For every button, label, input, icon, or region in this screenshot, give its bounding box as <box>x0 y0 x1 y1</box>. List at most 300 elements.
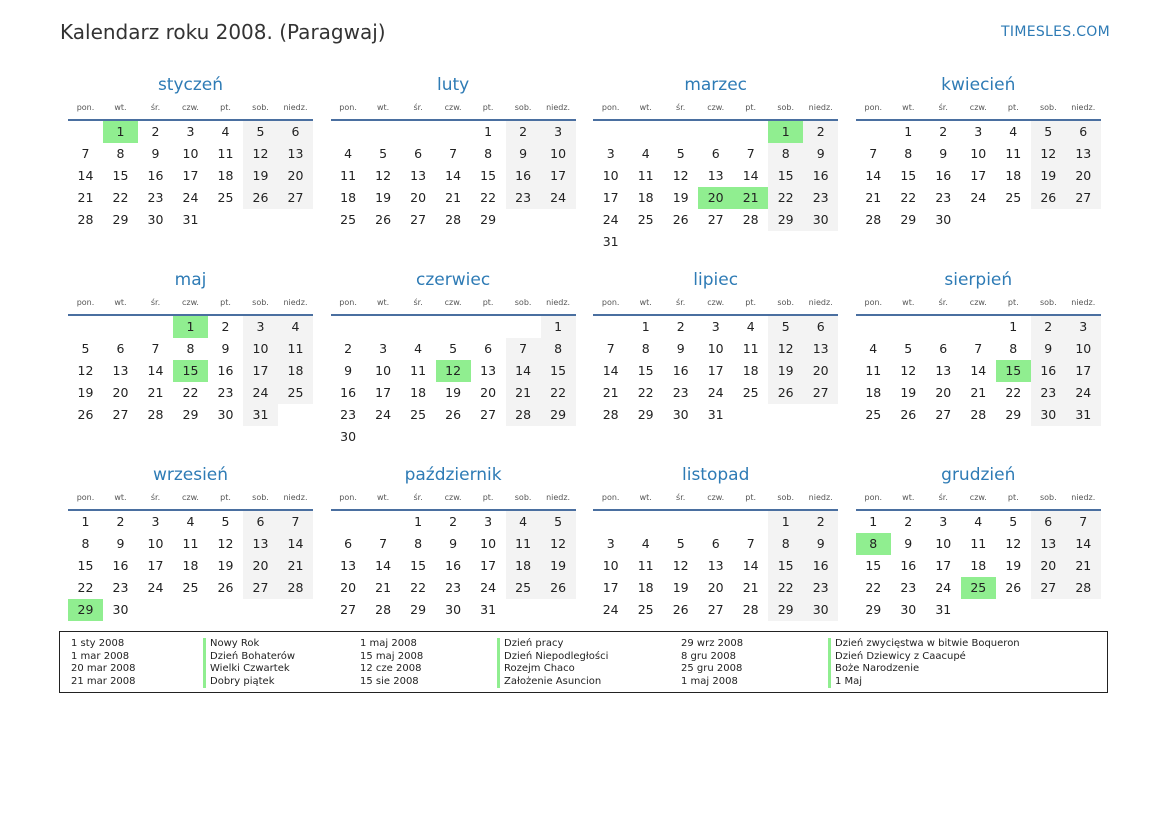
month-name: luty <box>436 75 470 95</box>
day-cell: 9 <box>939 146 948 161</box>
day-cell: 13 <box>340 558 357 573</box>
weekday-label: czw. <box>969 298 987 307</box>
day-cell: 18 <box>217 168 234 183</box>
day-cell: 14 <box>1066 533 1101 555</box>
day-cell: 13 <box>1031 533 1066 555</box>
weekday-label: wt. <box>114 493 127 502</box>
weekday-label: niedz. <box>1071 103 1096 112</box>
day-cell: 14 <box>602 363 619 378</box>
day-cell: 12 <box>1031 143 1066 165</box>
empty-cell <box>436 316 471 338</box>
day-cell: 4 <box>974 514 983 529</box>
day-cell: 25 <box>506 577 541 599</box>
day-cell: 29 <box>182 407 199 422</box>
legend-date: 1 sty 2008 <box>71 638 125 649</box>
day-cell: 5 <box>449 341 458 356</box>
day-cell: 23 <box>1031 382 1066 404</box>
legend-date: 1 maj 2008 <box>360 638 417 649</box>
day-cell: 26 <box>445 407 462 422</box>
day-cell: 9 <box>151 146 160 161</box>
empty-cell <box>663 511 698 533</box>
day-cell: 26 <box>77 407 94 422</box>
day-cell: 5 <box>1009 514 1018 529</box>
month-name: marzec <box>684 75 748 95</box>
day-cell: 30 <box>147 212 164 227</box>
day-cell: 22 <box>768 577 803 599</box>
empty-cell <box>698 511 733 533</box>
day-cell: 4 <box>344 146 353 161</box>
day-cell: 5 <box>904 341 913 356</box>
day-cell: 4 <box>641 536 650 551</box>
holiday-day-cell: 8 <box>856 533 891 555</box>
day-cell: 28 <box>375 602 392 617</box>
day-cell: 14 <box>77 168 94 183</box>
month-calendar <box>331 73 576 268</box>
day-cell: 10 <box>707 341 724 356</box>
empty-cell <box>733 121 768 143</box>
months-grid <box>68 73 1102 658</box>
day-cell: 7 <box>379 536 388 551</box>
day-cell: 19 <box>217 558 234 573</box>
day-cell: 20 <box>340 580 357 595</box>
day-cell: 7 <box>974 341 983 356</box>
weekday-label: czw. <box>969 493 987 502</box>
day-cell: 10 <box>375 363 392 378</box>
empty-cell <box>138 316 173 338</box>
day-cell: 25 <box>410 407 427 422</box>
day-cell: 10 <box>480 536 497 551</box>
day-cell: 6 <box>711 536 720 551</box>
day-cell: 11 <box>865 363 882 378</box>
month-calendar <box>68 73 313 268</box>
weekday-label: pon. <box>864 103 883 112</box>
day-cell: 8 <box>1009 341 1018 356</box>
holiday-day-cell: 1 <box>768 121 803 143</box>
day-cell: 4 <box>1009 124 1018 139</box>
day-cell: 12 <box>672 558 689 573</box>
day-cell: 8 <box>641 341 650 356</box>
day-cell: 15 <box>865 558 882 573</box>
weekday-label: sob. <box>514 493 532 502</box>
day-cell: 17 <box>602 190 619 205</box>
weekday-label: pt. <box>745 298 757 307</box>
day-cell: 3 <box>1066 316 1101 338</box>
month-name: styczeń <box>157 75 224 95</box>
day-cell: 18 <box>1005 168 1022 183</box>
weekday-label: sob. <box>777 103 795 112</box>
day-cell: 8 <box>81 536 90 551</box>
weekday-label: niedz. <box>283 103 308 112</box>
day-cell: 14 <box>506 360 541 382</box>
day-cell: 7 <box>869 146 878 161</box>
day-cell: 19 <box>375 190 392 205</box>
day-cell: 24 <box>147 580 164 595</box>
day-cell: 17 <box>243 360 278 382</box>
empty-cell <box>856 316 891 338</box>
empty-cell <box>366 511 401 533</box>
weekday-label: śr. <box>150 493 161 502</box>
day-cell: 29 <box>480 212 497 227</box>
day-cell: 31 <box>243 404 278 426</box>
day-cell: 10 <box>935 536 952 551</box>
day-cell: 27 <box>1031 577 1066 599</box>
weekday-label: pt. <box>482 493 494 502</box>
day-cell: 25 <box>742 385 759 400</box>
legend-holiday-name: 1 Maj <box>828 676 1020 689</box>
weekday-label: śr. <box>938 103 948 112</box>
weekday-label: czw. <box>444 103 462 112</box>
day-cell: 16 <box>672 363 689 378</box>
day-cell: 2 <box>904 514 913 529</box>
day-cell: 5 <box>676 536 685 551</box>
weekday-label: pon. <box>864 493 883 502</box>
day-cell: 1 <box>869 514 878 529</box>
day-cell: 22 <box>865 580 882 595</box>
day-cell: 14 <box>865 168 882 183</box>
day-cell: 28 <box>147 407 164 422</box>
day-cell: 8 <box>186 341 195 356</box>
month-name: sierpień <box>944 270 1013 290</box>
day-cell: 5 <box>676 146 685 161</box>
legend-holiday-name: Dzień zwycięstwa w bitwie Boqueron <box>828 638 1020 651</box>
legend-date: 25 gru 2008 <box>681 663 743 674</box>
day-cell: 29 <box>637 407 654 422</box>
day-cell: 7 <box>746 536 755 551</box>
day-cell: 25 <box>1005 190 1022 205</box>
day-cell: 22 <box>77 580 94 595</box>
weekday-label: śr. <box>150 103 161 112</box>
day-cell: 11 <box>182 536 199 551</box>
weekday-label: czw. <box>707 103 725 112</box>
day-cell: 9 <box>676 341 685 356</box>
day-cell: 10 <box>243 338 278 360</box>
day-cell: 2 <box>506 121 541 143</box>
day-cell: 3 <box>974 124 983 139</box>
month-name: maj <box>174 270 207 290</box>
day-grid <box>68 511 313 621</box>
day-cell: 2 <box>803 121 838 143</box>
day-cell: 26 <box>672 602 689 617</box>
day-cell: 11 <box>970 536 987 551</box>
holiday-day-cell: 1 <box>173 316 208 338</box>
holiday-day-cell: 20 <box>698 187 733 209</box>
day-cell: 28 <box>742 602 759 617</box>
day-cell: 4 <box>506 511 541 533</box>
day-cell: 16 <box>506 165 541 187</box>
day-cell: 16 <box>217 363 234 378</box>
month-calendar <box>856 268 1101 463</box>
empty-cell <box>628 121 663 143</box>
site-link[interactable]: TIMESLES.COM <box>1001 24 1110 40</box>
weekday-label: czw. <box>182 493 199 502</box>
day-cell: 17 <box>1066 360 1101 382</box>
legend-date: 15 sie 2008 <box>360 675 419 687</box>
day-cell: 21 <box>147 385 164 400</box>
day-cell: 28 <box>445 212 462 227</box>
day-cell: 23 <box>445 580 462 595</box>
day-cell: 1 <box>541 316 576 338</box>
legend-date: 8 gru 2008 <box>681 650 736 662</box>
day-cell: 11 <box>340 168 357 183</box>
weekday-label: pt. <box>1007 493 1019 502</box>
empty-cell <box>733 511 768 533</box>
day-cell: 13 <box>707 168 724 183</box>
day-cell: 21 <box>77 190 94 205</box>
day-cell: 29 <box>410 602 427 617</box>
page-title: Kalendarz roku 2008. (Paragwaj) <box>60 20 386 44</box>
day-cell: 22 <box>637 385 654 400</box>
weekday-label: czw. <box>707 298 725 307</box>
day-cell: 2 <box>676 319 685 334</box>
legend-holiday-name: Dobry piątek <box>203 676 295 689</box>
legend-names-col-1 <box>203 638 295 688</box>
month-name: wrzesień <box>152 465 229 485</box>
weekday-label: wt. <box>376 103 390 112</box>
weekday-label: niedz. <box>808 493 833 502</box>
month-name: grudzień <box>941 465 1016 485</box>
day-cell: 26 <box>375 212 392 227</box>
day-cell: 9 <box>1031 338 1066 360</box>
day-cell: 13 <box>803 338 838 360</box>
day-cell: 15 <box>480 168 497 183</box>
day-cell: 29 <box>768 209 803 231</box>
day-cell: 23 <box>112 580 129 595</box>
weekday-label: pt. <box>220 103 231 112</box>
day-cell: 20 <box>278 165 313 187</box>
day-cell: 24 <box>1066 382 1101 404</box>
day-cell: 5 <box>221 514 230 529</box>
day-cell: 10 <box>602 558 619 573</box>
day-cell: 3 <box>186 124 195 139</box>
day-cell: 27 <box>803 382 838 404</box>
holiday-legend <box>59 631 1108 693</box>
day-cell: 24 <box>182 190 199 205</box>
day-cell: 12 <box>375 168 392 183</box>
day-cell: 29 <box>541 404 576 426</box>
empty-cell <box>331 316 366 338</box>
day-cell: 3 <box>606 536 615 551</box>
day-cell: 12 <box>1005 536 1022 551</box>
legend-holiday-name: Rozejm Chaco <box>497 663 608 676</box>
day-cell: 2 <box>344 341 353 356</box>
day-cell: 7 <box>449 146 458 161</box>
empty-cell <box>593 316 628 338</box>
legend-holiday-name: Dzień Bohaterów <box>203 651 295 664</box>
day-cell: 27 <box>243 577 278 599</box>
day-cell: 6 <box>939 341 948 356</box>
legend-names-col-3 <box>828 638 1020 688</box>
day-cell: 16 <box>445 558 462 573</box>
day-cell: 4 <box>186 514 195 529</box>
day-cell: 13 <box>112 363 129 378</box>
day-cell: 17 <box>541 165 576 187</box>
weekday-label: pt. <box>482 298 494 307</box>
day-grid <box>593 511 838 621</box>
day-cell: 31 <box>602 234 619 249</box>
day-cell: 3 <box>484 514 493 529</box>
day-cell: 6 <box>116 341 125 356</box>
day-cell: 10 <box>970 146 987 161</box>
legend-dates-col-2 <box>360 638 423 688</box>
month-name: październik <box>404 465 502 485</box>
day-cell: 25 <box>340 212 357 227</box>
day-cell: 2 <box>1031 316 1066 338</box>
weekday-label: pon. <box>76 103 95 112</box>
day-cell: 27 <box>707 602 724 617</box>
weekday-header <box>68 292 313 316</box>
day-cell: 6 <box>484 341 493 356</box>
day-cell: 8 <box>541 338 576 360</box>
holiday-day-cell: 15 <box>996 360 1031 382</box>
day-cell: 4 <box>221 124 230 139</box>
weekday-label: sob. <box>1039 103 1057 112</box>
weekday-label: czw. <box>182 103 199 112</box>
legend-holiday-name: Założenie Asuncion <box>497 676 608 689</box>
day-cell: 9 <box>344 363 353 378</box>
weekday-label: wt. <box>114 103 127 112</box>
day-cell: 16 <box>112 558 129 573</box>
day-cell: 26 <box>243 187 278 209</box>
day-cell: 6 <box>243 511 278 533</box>
day-cell: 20 <box>243 555 278 577</box>
day-cell: 22 <box>768 187 803 209</box>
weekday-label: sob. <box>252 103 269 112</box>
weekday-label: pon. <box>339 298 357 307</box>
weekday-label: pon. <box>601 493 620 502</box>
day-cell: 24 <box>707 385 724 400</box>
weekday-label: niedz. <box>1071 298 1096 307</box>
weekday-label: niedz. <box>283 298 308 307</box>
day-cell: 1 <box>641 319 650 334</box>
day-cell: 21 <box>742 580 759 595</box>
day-cell: 6 <box>344 536 353 551</box>
day-cell: 25 <box>182 580 199 595</box>
day-cell: 1 <box>1009 319 1018 334</box>
day-cell: 12 <box>77 363 94 378</box>
day-cell: 2 <box>449 514 458 529</box>
day-cell: 5 <box>81 341 90 356</box>
month-calendar <box>593 463 838 658</box>
day-cell: 20 <box>480 385 497 400</box>
day-cell: 20 <box>803 360 838 382</box>
day-cell: 8 <box>768 533 803 555</box>
weekday-label: niedz. <box>808 298 833 307</box>
day-grid <box>331 511 576 621</box>
day-grid <box>68 316 313 426</box>
day-cell: 18 <box>410 385 427 400</box>
day-cell: 19 <box>768 360 803 382</box>
weekday-header <box>331 487 576 511</box>
empty-cell <box>593 121 628 143</box>
day-cell: 7 <box>81 146 90 161</box>
day-grid <box>856 511 1101 621</box>
day-cell: 6 <box>278 121 313 143</box>
empty-cell <box>366 121 401 143</box>
day-cell: 11 <box>742 341 759 356</box>
day-cell: 25 <box>637 602 654 617</box>
legend-date: 21 mar 2008 <box>71 675 136 687</box>
empty-cell <box>331 121 366 143</box>
day-cell: 18 <box>637 580 654 595</box>
empty-cell <box>331 511 366 533</box>
day-grid <box>856 121 1101 231</box>
day-cell: 13 <box>243 533 278 555</box>
weekday-label: pt. <box>220 298 231 307</box>
day-cell: 27 <box>1066 187 1101 209</box>
day-cell: 29 <box>112 212 129 227</box>
day-cell: 23 <box>672 385 689 400</box>
weekday-label: wt. <box>114 298 127 307</box>
weekday-label: niedz. <box>808 103 833 112</box>
month-calendar <box>593 268 838 463</box>
day-cell: 31 <box>935 602 952 617</box>
legend-dates-col-3 <box>681 638 743 688</box>
weekday-label: niedz. <box>546 298 571 307</box>
day-cell: 11 <box>278 338 313 360</box>
day-cell: 7 <box>746 146 755 161</box>
day-cell: 21 <box>506 382 541 404</box>
holiday-day-cell: 21 <box>733 187 768 209</box>
day-cell: 15 <box>410 558 427 573</box>
day-cell: 24 <box>602 212 619 227</box>
month-calendar <box>856 73 1101 268</box>
weekday-label: sob. <box>777 298 795 307</box>
holiday-day-cell: 25 <box>961 577 996 599</box>
day-cell: 30 <box>935 212 952 227</box>
legend-holiday-name: Boże Narodzenie <box>828 663 1020 676</box>
day-cell: 30 <box>112 602 129 617</box>
day-cell: 29 <box>1005 407 1022 422</box>
weekday-label: pon. <box>76 298 95 307</box>
empty-cell <box>926 316 961 338</box>
weekday-label: pon. <box>864 298 883 307</box>
day-cell: 14 <box>970 363 987 378</box>
empty-cell <box>68 316 103 338</box>
day-cell: 20 <box>112 385 129 400</box>
day-cell: 17 <box>375 385 392 400</box>
day-cell: 17 <box>602 580 619 595</box>
legend-date: 1 maj 2008 <box>681 675 738 687</box>
month-calendar <box>856 463 1101 658</box>
day-cell: 3 <box>939 514 948 529</box>
day-cell: 19 <box>541 555 576 577</box>
day-cell: 9 <box>449 536 458 551</box>
day-cell: 27 <box>340 602 357 617</box>
day-cell: 12 <box>900 363 917 378</box>
legend-dates-col-1 <box>71 638 136 688</box>
legend-date: 29 wrz 2008 <box>681 638 744 649</box>
day-cell: 8 <box>116 146 125 161</box>
empty-cell <box>366 316 401 338</box>
weekday-label: pt. <box>220 493 231 502</box>
day-cell: 11 <box>410 363 427 378</box>
day-cell: 10 <box>182 146 199 161</box>
day-cell: 28 <box>970 407 987 422</box>
day-cell: 26 <box>768 382 803 404</box>
day-cell: 18 <box>865 385 882 400</box>
day-cell: 18 <box>506 555 541 577</box>
day-cell: 16 <box>1031 360 1066 382</box>
day-cell: 22 <box>410 580 427 595</box>
day-cell: 31 <box>480 602 497 617</box>
day-cell: 4 <box>278 316 313 338</box>
day-cell: 24 <box>935 580 952 595</box>
weekday-header <box>68 487 313 511</box>
weekday-label: pon. <box>339 493 357 502</box>
day-cell: 30 <box>803 209 838 231</box>
weekday-label: czw. <box>444 298 462 307</box>
day-cell: 4 <box>869 341 878 356</box>
